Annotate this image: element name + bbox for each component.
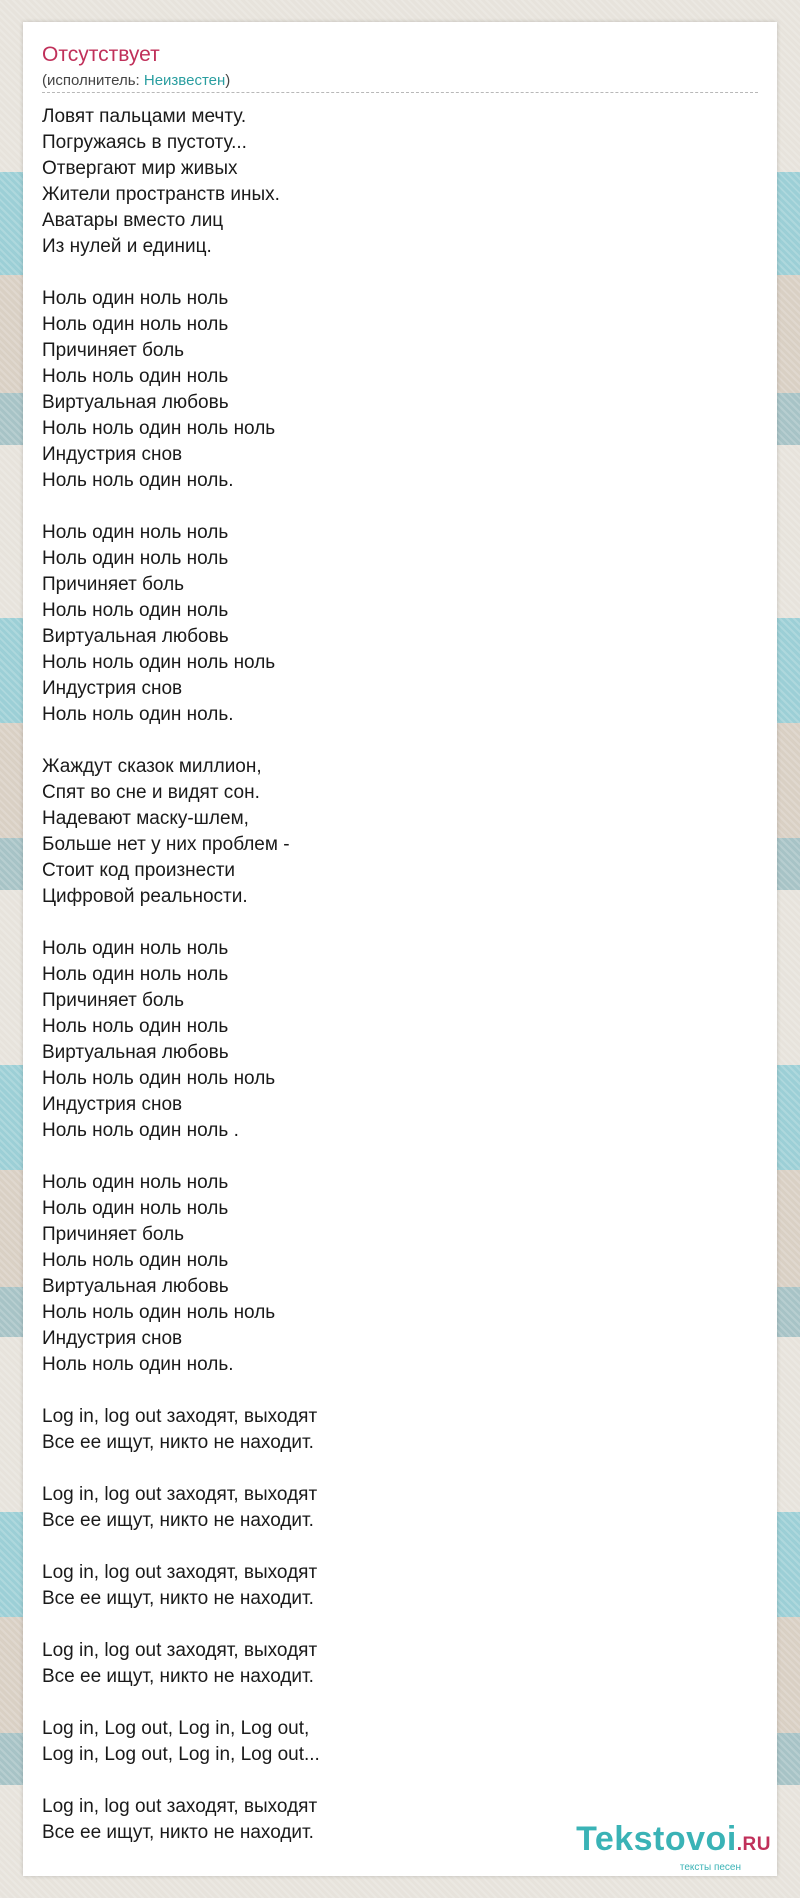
lyric-line: Виртуальная любовь <box>42 1276 229 1297</box>
lyric-line: Все ее ищут, никто не находит. <box>42 1432 314 1453</box>
lyric-line: Индустрия снов <box>42 1328 183 1349</box>
lyric-line: Log in, log out заходят, выходят <box>42 1796 318 1817</box>
lyric-line: Log in, log out заходят, выходят <box>42 1640 318 1661</box>
lyric-line: Индустрия снов <box>42 678 183 699</box>
lyric-line: Виртуальная любовь <box>42 392 229 413</box>
lyric-line: Жаждут сказок миллион, <box>42 756 262 777</box>
lyrics-card <box>23 22 777 1876</box>
song-title: Отсутствует <box>42 43 160 66</box>
logo-wordmark <box>561 1822 771 1862</box>
lyric-line: Ноль ноль один ноль . <box>42 1120 239 1141</box>
lyric-line: Причиняет боль <box>42 340 185 361</box>
lyric-line: Ноль один ноль ноль <box>42 938 229 959</box>
lyric-line: Надевают маску-шлем, <box>42 808 249 829</box>
lyric-line: Виртуальная любовь <box>42 626 229 647</box>
lyric-line: Причиняет боль <box>42 574 185 595</box>
lyric-line: Все ее ищут, никто не находит. <box>42 1588 314 1609</box>
lyric-line: Виртуальная любовь <box>42 1042 229 1063</box>
lyric-line: Погружаясь в пустоту... <box>42 132 247 153</box>
lyric-line: Жители пространств иных. <box>42 184 280 205</box>
lyric-line: Отвергают мир живых <box>42 158 238 179</box>
lyric-line: Все ее ищут, никто не находит. <box>42 1666 314 1687</box>
lyrics-stanza <box>42 1716 758 1768</box>
lyric-line: Ноль один ноль ноль <box>42 548 229 569</box>
lyric-line: Причиняет боль <box>42 1224 185 1245</box>
lyrics-stanza <box>42 104 758 260</box>
lyric-line: Ноль ноль один ноль ноль <box>42 1068 276 1089</box>
artist-prefix: (исполнитель: <box>42 72 144 89</box>
lyrics-stanza <box>42 1560 758 1612</box>
lyric-line: Log in, Log out, Log in, Log out... <box>42 1744 320 1765</box>
artist-suffix: ) <box>225 72 231 89</box>
lyric-line: Аватары вместо лиц <box>42 210 224 231</box>
lyric-line: Цифровой реальности. <box>42 886 248 907</box>
artist-link[interactable]: Неизвестен <box>143 72 226 89</box>
logo-tld: .RU <box>736 1834 771 1855</box>
lyric-line: Ноль ноль один ноль. <box>42 704 234 725</box>
lyric-line: Ноль ноль один ноль <box>42 1016 229 1037</box>
lyric-line: Причиняет боль <box>42 990 185 1011</box>
lyric-line: Больше нет у них проблем - <box>42 834 290 855</box>
title-divider <box>42 92 758 93</box>
lyrics-stanza <box>42 754 758 910</box>
lyrics-stanza <box>42 936 758 1144</box>
lyrics-stanza <box>42 1638 758 1690</box>
site-logo[interactable] <box>561 1820 771 1873</box>
lyric-line: Ловят пальцами мечту. <box>42 106 247 127</box>
lyric-line: Ноль ноль один ноль <box>42 366 229 387</box>
lyric-line: Ноль ноль один ноль ноль <box>42 418 276 439</box>
lyric-line: Ноль один ноль ноль <box>42 522 229 543</box>
lyric-line: Ноль ноль один ноль. <box>42 470 234 491</box>
lyric-line: Индустрия снов <box>42 1094 183 1115</box>
artist-line <box>42 72 230 90</box>
lyric-line: Ноль ноль один ноль ноль <box>42 1302 276 1323</box>
lyrics-stanza <box>42 286 758 494</box>
lyric-line: Спят во сне и видят сон. <box>42 782 260 803</box>
lyric-line: Ноль один ноль ноль <box>42 964 229 985</box>
lyric-line: Ноль один ноль ноль <box>42 1172 229 1193</box>
lyrics-stanza <box>42 1482 758 1534</box>
lyric-line: Ноль ноль один ноль ноль <box>42 652 276 673</box>
lyric-line: Все ее ищут, никто не находит. <box>42 1822 314 1843</box>
lyric-line: Из нулей и единиц. <box>42 236 212 257</box>
lyric-line: Ноль один ноль ноль <box>42 314 229 335</box>
lyric-line: Ноль ноль один ноль <box>42 600 229 621</box>
lyric-line: Все ее ищут, никто не находит. <box>42 1510 314 1531</box>
lyric-line: Log in, log out заходят, выходят <box>42 1484 318 1505</box>
lyric-line: Ноль один ноль ноль <box>42 1198 229 1219</box>
lyric-line: Индустрия снов <box>42 444 183 465</box>
lyrics-stanza <box>42 1170 758 1378</box>
logo-name: Tekstovoi <box>576 1820 737 1858</box>
lyrics-stanza <box>42 1404 758 1456</box>
logo-tagline: тексты песен <box>679 1862 741 1873</box>
lyric-line: Ноль ноль один ноль <box>42 1250 229 1271</box>
lyric-line: Ноль ноль один ноль. <box>42 1354 234 1375</box>
lyric-line: Ноль один ноль ноль <box>42 288 229 309</box>
lyric-line: Log in, log out заходят, выходят <box>42 1406 318 1427</box>
lyric-line: Log in, Log out, Log in, Log out, <box>42 1718 310 1739</box>
lyric-line: Стоит код произнести <box>42 860 236 881</box>
lyrics-stanza <box>42 520 758 728</box>
lyrics-body <box>42 104 758 1872</box>
lyric-line: Log in, log out заходят, выходят <box>42 1562 318 1583</box>
